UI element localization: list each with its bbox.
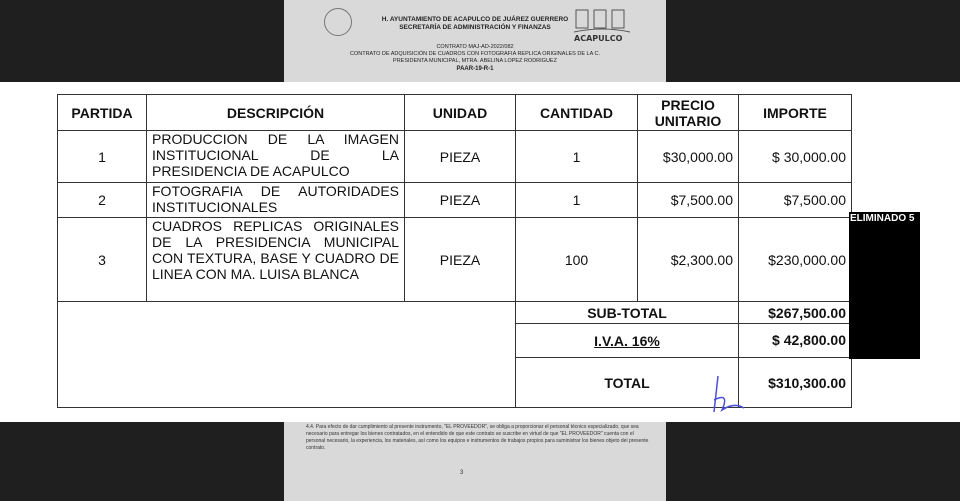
header-unidad: UNIDAD bbox=[405, 95, 516, 131]
row-partida: 2 bbox=[58, 183, 147, 218]
row-precio: $2,300.00 bbox=[638, 218, 739, 302]
row-descripcion: FOTOGRAFIA DE AUTORIDADES INSTITUCIONALES bbox=[147, 183, 405, 218]
total-label: TOTAL bbox=[516, 358, 739, 408]
header-importe: IMPORTE bbox=[739, 95, 852, 131]
row-unidad: PIEZA bbox=[405, 218, 516, 302]
footer-paragraph: 4.4. Para efecto de dar cumplimiento al presente instrumento, "EL PROVEEDOR", se obliga a proporcionar el personal técnico especializado, que sea necesario para entregar los bienes contratados, en el entendido de que este contrato se suscribe en virtud de que "EL PROVEEDOR" cuenta con el personal necesario, la experiencia, los materiales, así como los equipos e instrumentos de trabajos propios para suministrar los bienes objeto del presente contrato. bbox=[306, 424, 649, 451]
signature-icon bbox=[700, 372, 760, 422]
redaction-label: ELIMINADO 5 bbox=[850, 213, 915, 224]
items-table bbox=[57, 94, 852, 408]
header-partida: PARTIDA bbox=[58, 95, 147, 131]
header-descripcion: DESCRIPCIÓN bbox=[147, 95, 405, 131]
row-precio: $7,500.00 bbox=[638, 183, 739, 218]
row-descripcion: CUADROS REPLICAS ORIGINALES DE LA PRESIDENCIA MUNICIPAL CON TEXTURA, BASE Y CUADRO DE LINEA CON MA. LUISA BLANCA bbox=[147, 218, 405, 302]
subtotal-value: $267,500.00 bbox=[739, 302, 852, 324]
subtotal-row bbox=[58, 302, 852, 324]
table-row bbox=[58, 131, 852, 183]
table-row bbox=[58, 183, 852, 218]
row-cantidad: 1 bbox=[516, 183, 638, 218]
row-importe: $ 30,000.00 bbox=[739, 131, 852, 183]
row-precio: $30,000.00 bbox=[638, 131, 739, 183]
header-precio: PRECIO UNITARIO bbox=[638, 95, 739, 131]
header-line-3: CONTRATO MAJ-AD-2022/082 bbox=[436, 44, 514, 50]
header-line-5: PRESIDENTA MUNICIPAL, MTRA. ABELINA LOPEZ RODRIGUEZ bbox=[393, 58, 557, 64]
iva-label-text: I.V.A. 16% bbox=[594, 332, 660, 349]
row-importe: $7,500.00 bbox=[739, 183, 852, 218]
page-number: 3 bbox=[460, 470, 464, 476]
header-line-6: PAAR-19-R-1 bbox=[456, 66, 494, 72]
subtotal-label: SUB-TOTAL bbox=[516, 302, 739, 324]
iva-label bbox=[516, 324, 739, 358]
row-unidad: PIEZA bbox=[405, 131, 516, 183]
header-line-1: H. AYUNTAMIENTO DE ACAPULCO DE JUÁREZ GUERRERO bbox=[381, 16, 569, 23]
row-unidad: PIEZA bbox=[405, 183, 516, 218]
header-line-2: SECRETARÍA DE ADMINISTRACIÓN Y FINANZAS bbox=[399, 24, 551, 31]
header-line-4: CONTRATO DE ADQUISICIÓN DE CUADROS CON FOTOGRAFIA REPLICA ORIGINALES DE LA C. bbox=[350, 51, 600, 57]
redaction-box bbox=[849, 212, 920, 359]
total-value: $310,300.00 bbox=[739, 358, 852, 408]
table-row bbox=[58, 218, 852, 302]
row-cantidad: 100 bbox=[516, 218, 638, 302]
table-header-row bbox=[58, 95, 852, 131]
empty-summary-area bbox=[58, 302, 516, 408]
row-partida: 3 bbox=[58, 218, 147, 302]
row-cantidad: 1 bbox=[516, 131, 638, 183]
row-partida: 1 bbox=[58, 131, 147, 183]
row-importe: $230,000.00 bbox=[739, 218, 852, 302]
header-cantidad: CANTIDAD bbox=[516, 95, 638, 131]
logo-text: ACAPULCO bbox=[574, 34, 623, 43]
row-descripcion: PRODUCCION DE LA IMAGEN INSTITUCIONAL DE LA PRESIDENCIA DE ACAPULCO bbox=[147, 131, 405, 183]
iva-value: $ 42,800.00 bbox=[739, 324, 852, 358]
